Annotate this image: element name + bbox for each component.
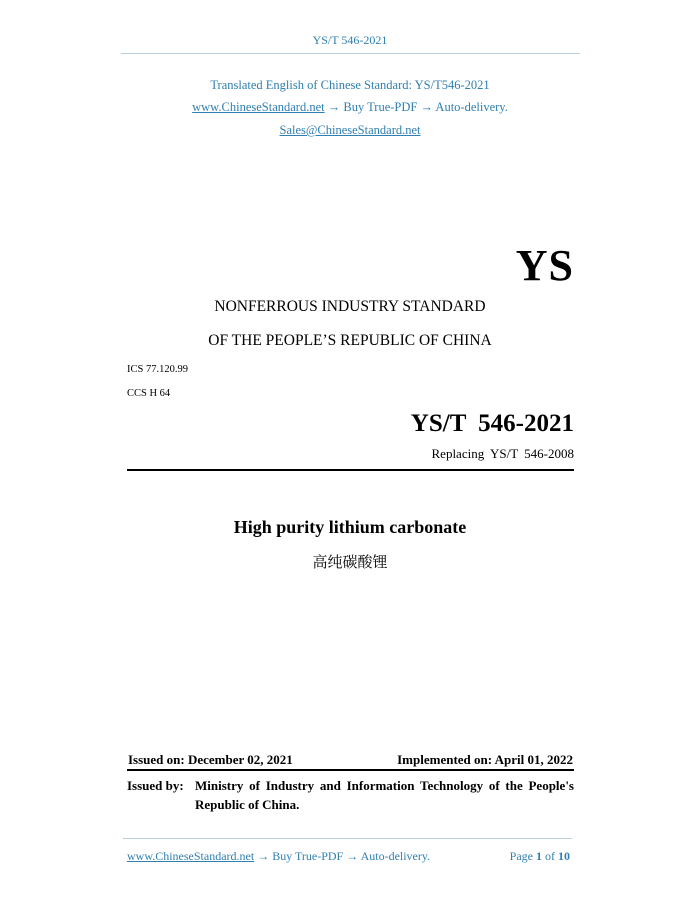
header-divider <box>121 53 580 54</box>
ics-code: ICS 77.120.99 <box>127 364 188 375</box>
footer-purchase <box>127 849 430 864</box>
footer-website-link[interactable]: www.ChineseStandard.net <box>127 849 255 863</box>
email-line <box>0 123 700 138</box>
issued-on-date: Issued on: December 02, 2021 <box>128 752 293 767</box>
website-link[interactable]: www.ChineseStandard.net <box>192 100 325 114</box>
purchase-line <box>0 100 700 115</box>
standard-number: YS/T 546-2021 <box>410 410 574 437</box>
footer-divider <box>123 838 572 839</box>
standard-type-line2: OF THE PEOPLE’S REPUBLIC OF CHINA <box>208 332 492 349</box>
page-label: Page <box>509 849 533 863</box>
issuer-line2: Republic of China. <box>195 797 300 812</box>
page-current: 1 <box>536 849 542 863</box>
purchase-text: → Buy True-PDF → Auto-delivery. <box>324 100 508 114</box>
title-divider <box>127 469 574 471</box>
issued-by-block <box>127 776 574 814</box>
translation-notice: Translated English of Chinese Standard: YS/T546-2021 <box>210 78 490 92</box>
implemented-on-date: Implemented on: April 01, 2022 <box>397 752 573 767</box>
ys-logo: YS <box>515 241 574 290</box>
page-total: 10 <box>558 849 570 863</box>
standard-type-line1: NONFERROUS INDUSTRY STANDARD <box>214 298 486 315</box>
dates-divider <box>127 769 574 771</box>
of-label: of <box>545 849 555 863</box>
email-link[interactable]: Sales@ChineseStandard.net <box>279 123 421 137</box>
document-title-chinese: 高纯碳酸锂 <box>312 553 388 571</box>
page-number <box>510 849 570 864</box>
running-header: YS/T 546-2021 <box>312 33 388 47</box>
issuer-line1: Ministry of Industry and Information Technology of the People's <box>195 778 574 793</box>
replacing-note: Replacing YS/T 546-2008 <box>431 446 574 461</box>
ccs-code: CCS H 64 <box>127 388 171 399</box>
issued-by-label: Issued by: <box>127 778 184 793</box>
footer-purchase-text: → Buy True-PDF → Auto-delivery. <box>254 849 431 863</box>
document-title: High purity lithium carbonate <box>233 517 467 537</box>
